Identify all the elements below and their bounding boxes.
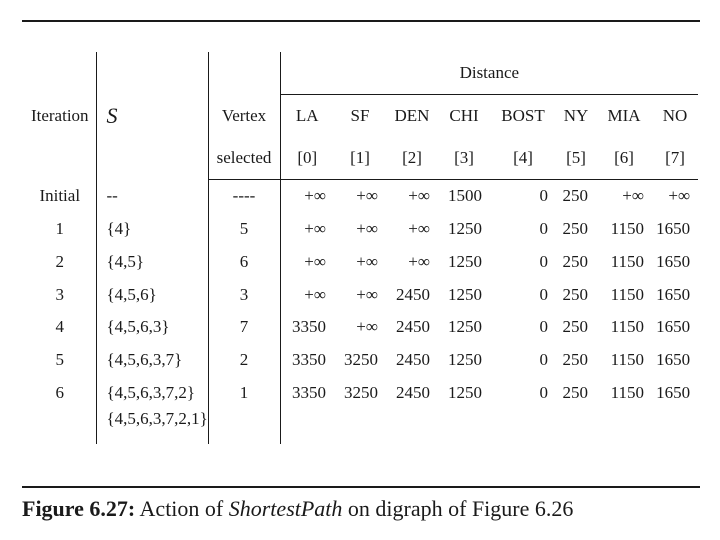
header-row-distance: [24, 52, 698, 95]
table-row: [24, 180, 698, 213]
iteration-cell: 3: [24, 278, 96, 311]
distance-cell: +∞: [304, 186, 326, 206]
city-header-ny: NY: [563, 106, 589, 125]
distance-cell: +∞: [356, 317, 378, 337]
distance-cell: +∞: [356, 219, 378, 239]
distance-cell: +∞: [622, 186, 644, 206]
distance-cell: 250: [562, 382, 588, 402]
distance-cell: +∞: [304, 284, 326, 304]
distance-cell: 1150: [610, 219, 644, 239]
set-cell: {4,5}: [96, 245, 208, 278]
distance-cell: 1650: [656, 382, 691, 402]
distance-cell: 0: [539, 219, 548, 239]
city-header-sf: SF: [350, 106, 370, 125]
set-cell: {4,5,6}: [96, 278, 208, 311]
distance-cell: 3250: [344, 382, 378, 402]
distance-cell: 2450: [396, 350, 430, 370]
distance-cell: 0: [539, 350, 548, 370]
table-row: [24, 278, 698, 311]
iteration-cell: Initial: [24, 180, 96, 213]
set-header-label: S: [106, 102, 118, 128]
vertex-cell: 7: [208, 311, 280, 344]
distance-cell: 1150: [610, 382, 644, 402]
distance-cell: 250: [562, 350, 588, 370]
bottom-rule: [22, 486, 700, 488]
vertex-cell: 3: [208, 278, 280, 311]
distance-cell: 1500: [448, 186, 482, 206]
city-header-la: LA: [295, 106, 319, 125]
city-header-no: NO: [662, 106, 688, 125]
distance-cell: 1150: [610, 350, 644, 370]
distance-cell: 1250: [448, 350, 482, 370]
distance-cell: 1650: [656, 219, 691, 239]
distance-cell: [596, 409, 652, 444]
distance-cell: 250: [562, 251, 588, 271]
table-row: [24, 213, 698, 246]
distance-cell: 0: [539, 251, 548, 271]
distance-cell: 1150: [610, 284, 644, 304]
index-header-7: [7]: [652, 137, 698, 180]
iteration-cell: 1: [24, 213, 96, 246]
set-cell: {4,5,6,3,7,2}: [96, 376, 208, 409]
index-header-4: [4]: [490, 137, 556, 180]
city-header-chi: CHI: [449, 106, 479, 125]
index-header-6: [6]: [596, 137, 652, 180]
vertex-cell: 2: [208, 344, 280, 377]
distance-cell: 2450: [396, 382, 430, 402]
distance-cell: +∞: [408, 219, 430, 239]
caption-text-before: Action of: [135, 496, 229, 521]
city-header-mia: MIA: [607, 106, 641, 125]
distance-cell: 250: [562, 284, 588, 304]
distance-cell: +∞: [408, 251, 430, 271]
table-row: [24, 409, 698, 444]
distance-cell: +∞: [304, 219, 326, 239]
index-header-3: [3]: [438, 137, 490, 180]
distance-cell: 0: [539, 284, 548, 304]
vertex-cell: ----: [208, 180, 280, 213]
distance-cell: [280, 409, 334, 444]
distance-cell: [438, 409, 490, 444]
distance-cell: 0: [539, 317, 548, 337]
city-header-den: DEN: [394, 106, 430, 125]
distance-cell: [490, 409, 556, 444]
set-cell: {4,5,6,3,7}: [96, 344, 208, 377]
caption-function-name: ShortestPath: [228, 496, 343, 521]
distance-cell: 3350: [292, 350, 326, 370]
distance-cell: 1250: [448, 251, 482, 271]
table-row: [24, 245, 698, 278]
set-cell: {4,5,6,3}: [96, 311, 208, 344]
iteration-cell: 2: [24, 245, 96, 278]
vertex-cell: [208, 409, 280, 444]
figure-label: Figure 6.27:: [22, 496, 136, 521]
table-row: [24, 376, 698, 409]
set-cell: {4}: [96, 213, 208, 246]
distance-cell: [386, 409, 438, 444]
distance-cell: +∞: [304, 251, 326, 271]
distance-cell: 250: [562, 317, 588, 337]
distance-cell: 250: [562, 186, 588, 206]
vertex-header-blank: [208, 52, 280, 95]
distance-cell: 1650: [656, 284, 691, 304]
distance-cell: 2450: [396, 284, 430, 304]
distance-cell: 0: [539, 186, 548, 206]
distance-cell: 3250: [344, 350, 378, 370]
index-header-2: [2]: [386, 137, 438, 180]
table-row: [24, 311, 698, 344]
distance-cell: +∞: [356, 284, 378, 304]
distance-cell: 3350: [292, 317, 326, 337]
distance-cell: 250: [562, 219, 588, 239]
index-header-1: [1]: [334, 137, 386, 180]
distance-cell: [334, 409, 386, 444]
iteration-cell: 5: [24, 344, 96, 377]
vertex-cell: 1: [208, 376, 280, 409]
distance-cell: 1150: [610, 251, 644, 271]
index-header-0: [0]: [280, 137, 334, 180]
distance-cell: [652, 409, 698, 444]
vertex-cell: 6: [208, 245, 280, 278]
set-cell: {4,5,6,3,7,2,1}: [96, 409, 208, 444]
shortest-path-table-container: [24, 52, 696, 444]
index-header-5: [5]: [556, 137, 596, 180]
vertex-header-line2: selected: [208, 137, 280, 180]
distance-cell: +∞: [356, 251, 378, 271]
iteration-cell: 6: [24, 376, 96, 409]
top-rule: [22, 20, 700, 22]
city-header-bost: BOST: [501, 106, 545, 125]
iteration-cell: [24, 409, 96, 444]
distance-cell: 1250: [448, 382, 482, 402]
distance-cell: +∞: [356, 186, 378, 206]
distance-cell: 1650: [656, 317, 691, 337]
set-cell: --: [96, 180, 208, 213]
caption-text-after: on digraph of Figure 6.26: [342, 496, 574, 521]
vertex-cell: 5: [208, 213, 280, 246]
distance-cell: 1250: [448, 219, 482, 239]
distance-cell: 1250: [448, 284, 482, 304]
distance-cell: +∞: [408, 186, 430, 206]
distance-cell: 0: [539, 382, 548, 402]
distance-cell: 1250: [448, 317, 482, 337]
vertex-header-line1: Vertex: [208, 95, 280, 138]
iteration-header: Iteration: [24, 52, 96, 180]
distance-cell: [556, 409, 596, 444]
table-body: [24, 180, 698, 445]
distance-cell: 1150: [610, 317, 644, 337]
table-row: [24, 344, 698, 377]
distance-cell: +∞: [668, 186, 691, 206]
distance-cell: 2450: [396, 317, 430, 337]
distance-header: Distance: [280, 52, 698, 95]
shortest-path-table: [24, 52, 698, 444]
figure-caption: [22, 496, 702, 522]
distance-cell: 1650: [656, 350, 691, 370]
distance-cell: 3350: [292, 382, 326, 402]
set-header: [96, 52, 208, 180]
distance-cell: 1650: [656, 251, 691, 271]
iteration-cell: 4: [24, 311, 96, 344]
